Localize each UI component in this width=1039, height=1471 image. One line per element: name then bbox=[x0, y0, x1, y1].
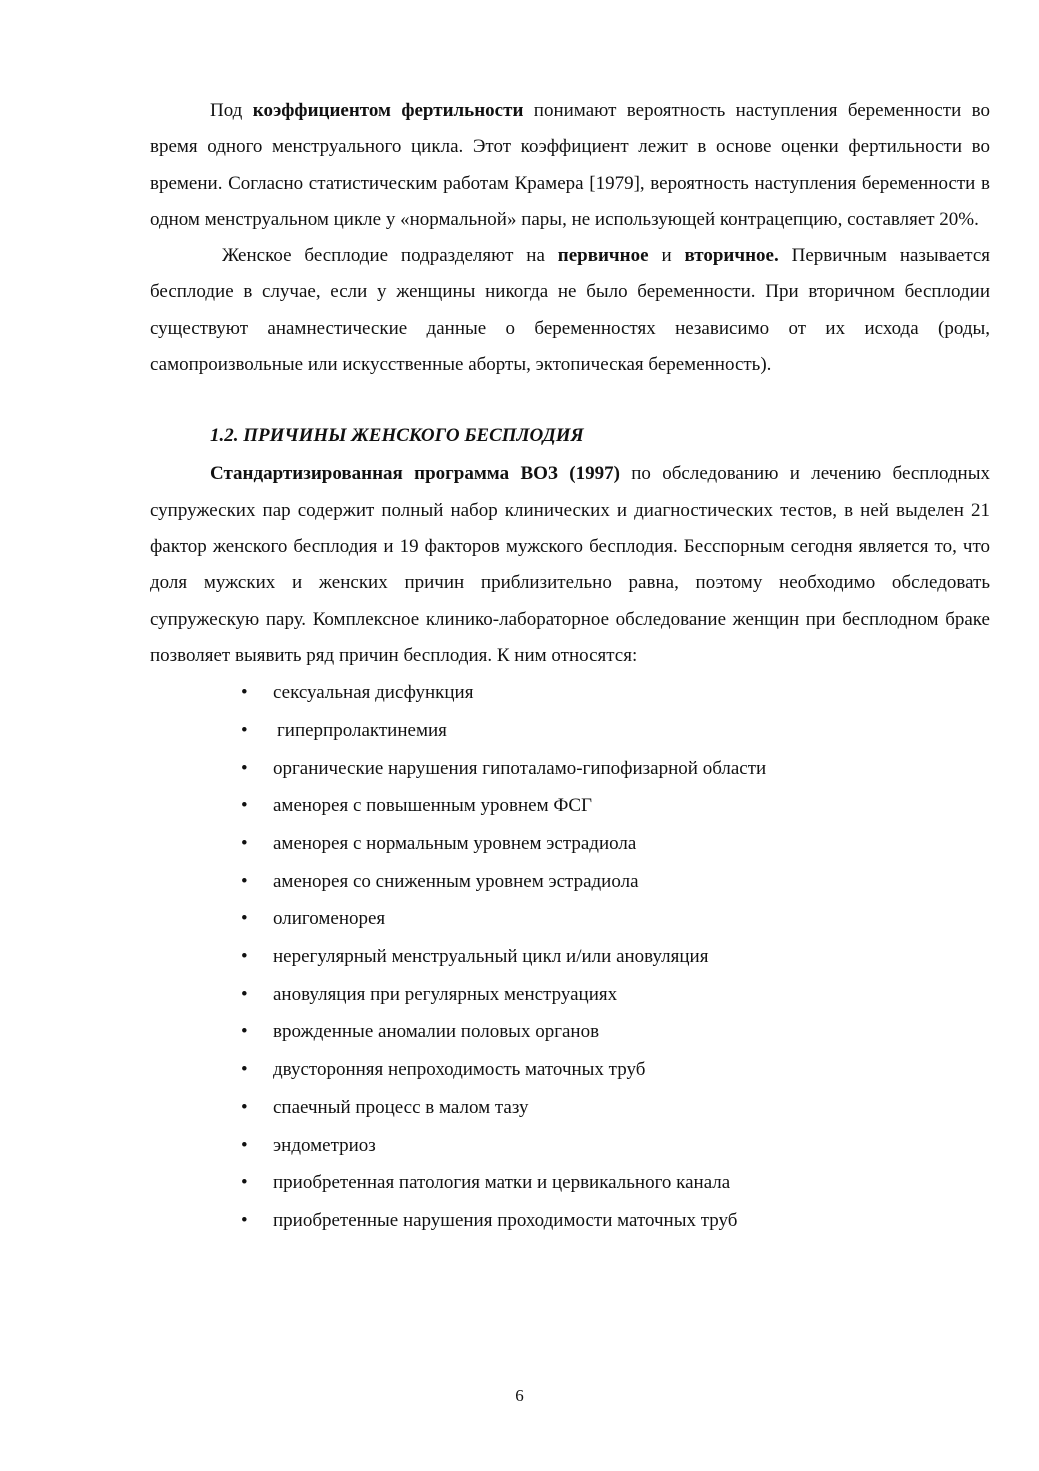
bullet-icon: • bbox=[241, 946, 248, 968]
bullet-icon: • bbox=[241, 757, 248, 779]
list-item bbox=[241, 1202, 990, 1240]
list-item bbox=[241, 1013, 990, 1051]
bullet-icon: • bbox=[241, 908, 248, 930]
paragraph-text: Первичным называется бесплодие в случае, если у женщины никогда не было беременности. При вторичном бесплодии существуют анамнестические данные о беременностях независимо от их исхода (роды, самопроизвольные или искусственные аборты, эктопическая беременность). bbox=[150, 245, 990, 376]
bullet-icon: • bbox=[241, 682, 248, 704]
list-item-text: аменорея с повышенным уровнем ФСГ bbox=[273, 795, 593, 817]
list-item bbox=[241, 976, 990, 1014]
bullet-icon: • bbox=[241, 1059, 248, 1081]
list-item bbox=[241, 1089, 990, 1127]
bullet-icon: • bbox=[241, 1021, 248, 1043]
list-item-text: аменорея со сниженным уровнем эстрадиола bbox=[273, 870, 639, 892]
list-item bbox=[241, 1051, 990, 1089]
list-item-text: двусторонняя непроходимость маточных труб bbox=[273, 1059, 646, 1081]
list-item-text: аменорея с нормальным уровнем эстрадиола bbox=[273, 832, 637, 854]
paragraph-text: и bbox=[648, 245, 685, 267]
list-item-text: органические нарушения гипоталамо-гипофизарной области bbox=[273, 757, 767, 779]
list-item-text: нерегулярный менструальный цикл и/или ановуляция bbox=[273, 946, 709, 968]
list-item-text: сексуальная дисфункция bbox=[273, 682, 474, 704]
section-heading: 1.2. ПРИЧИНЫ ЖЕНСКОГО БЕСПЛОДИЯ bbox=[210, 425, 584, 447]
list-item bbox=[241, 750, 990, 788]
list-item-text: приобретенные нарушения проходимости маточных труб bbox=[273, 1210, 738, 1231]
paragraph-infertility-types bbox=[150, 238, 990, 383]
infertility-causes-list bbox=[150, 674, 990, 1240]
list-item bbox=[241, 863, 990, 901]
bullet-icon: • bbox=[241, 870, 248, 892]
paragraph-text: Женское бесплодие подразделяют на bbox=[222, 245, 558, 267]
bullet-icon: • bbox=[241, 1096, 248, 1118]
bullet-icon: • bbox=[241, 832, 248, 854]
paragraph-fertility-coefficient bbox=[150, 93, 990, 238]
list-item bbox=[241, 825, 990, 863]
list-item-text: гиперпролактинемия bbox=[277, 719, 447, 741]
bullet-icon: • bbox=[241, 983, 248, 1005]
bullet-icon: • bbox=[241, 1134, 248, 1156]
term-secondary: вторичное. bbox=[684, 245, 779, 267]
list-item bbox=[241, 938, 990, 976]
document-page bbox=[150, 93, 990, 1240]
bullet-icon: • bbox=[241, 1172, 248, 1194]
paragraph-who-program bbox=[150, 456, 990, 674]
list-item bbox=[241, 1164, 990, 1202]
term-primary: первичное bbox=[557, 245, 649, 267]
list-item-text: врожденные аномалии половых органов bbox=[273, 1021, 600, 1043]
list-item-text: олигоменорея bbox=[273, 908, 386, 930]
paragraph-text: по обследованию и лечению бесплодных супружеских пар содержит полный набор клинических и диагностических тестов, в ней выделен 21 фактор женского бесплодия и 19 факторов мужского бесплодия. Бесспорным сегодня является то, что доля мужских и женских причин приблизительно равна, поэтому необходимо обследовать супружескую пару. Комплексное клинико-лабораторное обследование женщин при бесплодном браке позволяет выявить ряд причин бесплодия. К ним относятся: bbox=[150, 463, 990, 666]
page-number: 6 bbox=[515, 1386, 524, 1405]
list-item bbox=[241, 674, 990, 712]
list-item-text: приобретенная патология матки и цервикального канала bbox=[273, 1172, 731, 1194]
paragraph-text: Под bbox=[210, 100, 253, 121]
list-item-text: ановуляция при регулярных менструациях bbox=[273, 983, 618, 1005]
list-item bbox=[241, 900, 990, 938]
paragraph-text: понимают вероятность наступления беременности во время одного менструального цикла. Этот коэффициент лежит в основе оценки фертильности во времени. Согласно статистическим работам Крамера [1979], вероятность наступления беременности в одном менструальном цикле у «нормальной» пары, не использующей контрацепцию, составляет 20%. bbox=[150, 100, 991, 230]
term-fertility-coefficient: коэффициентом фертильности bbox=[252, 100, 524, 121]
list-item-text: спаечный процесс в малом тазу bbox=[273, 1096, 529, 1118]
list-item bbox=[241, 787, 990, 825]
bullet-icon: • bbox=[241, 795, 248, 817]
list-item bbox=[241, 712, 990, 750]
list-item-text: эндометриоз bbox=[273, 1134, 376, 1156]
bullet-icon: • bbox=[241, 1210, 248, 1231]
list-item bbox=[241, 1127, 990, 1165]
bullet-icon: • bbox=[241, 719, 248, 741]
term-who-program: Стандартизированная программа ВОЗ (1997) bbox=[210, 463, 620, 485]
